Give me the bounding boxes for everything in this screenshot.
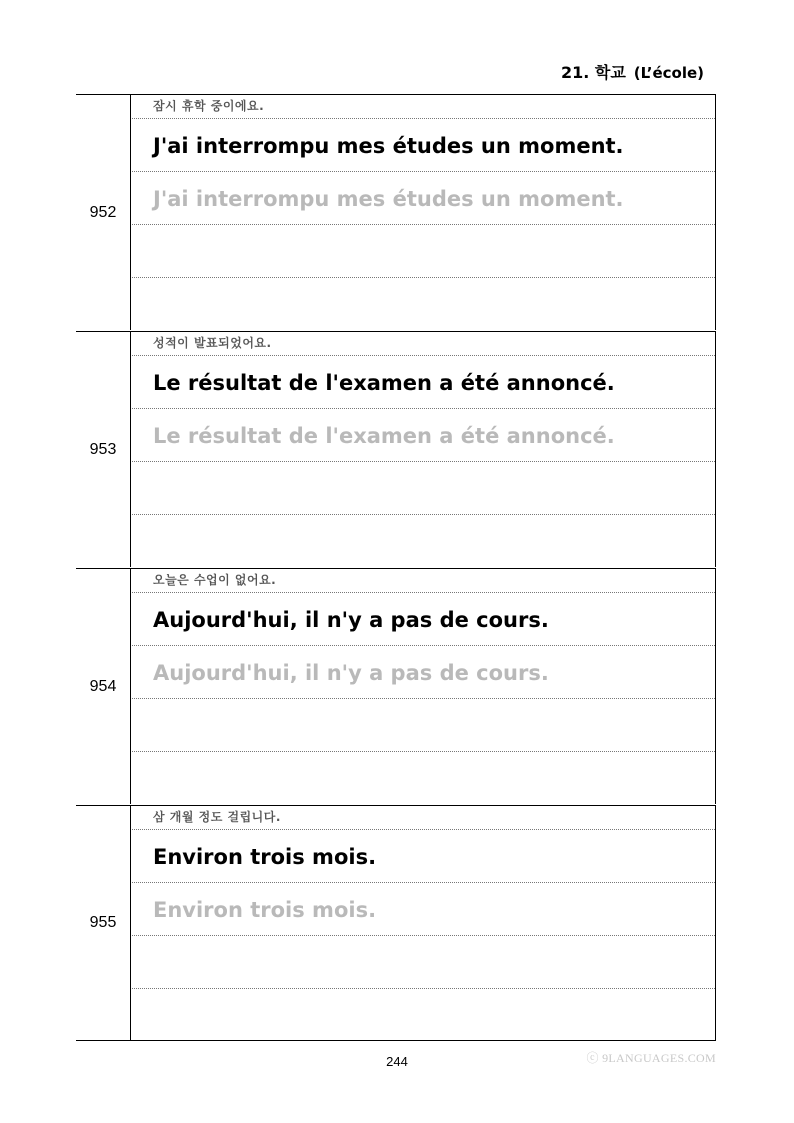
blank-writing-line[interactable] [132, 278, 715, 331]
model-sentence: Aujourd'hui, il n'y a pas de cours. [132, 593, 715, 646]
blank-writing-line[interactable] [132, 752, 715, 805]
model-sentence: J'ai interrompu mes études un moment. [132, 119, 715, 172]
chapter-title: 21. 학교 [560, 63, 626, 82]
model-sentence: Le résultat de l'examen a été annoncé. [132, 356, 715, 409]
writing-lines [132, 95, 716, 330]
korean-prompt: 성적이 발표되었어요. [132, 332, 715, 356]
practice-entry [76, 94, 716, 330]
korean-prompt: 삼 개월 정도 걸립니다. [132, 806, 715, 830]
page-number: 244 [386, 1054, 408, 1069]
model-sentence: Environ trois mois. [132, 830, 715, 883]
trace-sentence: Le résultat de l'examen a été annoncé. [132, 409, 715, 462]
blank-writing-line[interactable] [132, 225, 715, 278]
blank-writing-line[interactable] [132, 515, 715, 568]
entry-number: 955 [76, 806, 131, 1040]
entry-number: 952 [76, 95, 131, 330]
korean-prompt: 잠시 휴학 중이에요. [132, 95, 715, 119]
entry-number: 954 [76, 569, 131, 804]
writing-lines [132, 569, 716, 804]
blank-writing-line[interactable] [132, 989, 715, 1042]
trace-sentence: Environ trois mois. [132, 883, 715, 936]
practice-entry [76, 331, 716, 567]
chapter-header [440, 62, 704, 84]
blank-writing-line[interactable] [132, 936, 715, 989]
chapter-subtitle: (L’école) [633, 64, 704, 82]
writing-lines [132, 332, 716, 567]
copyright-notice: ⓒ 9LANGUAGES.COM [586, 1051, 716, 1065]
practice-entry [76, 805, 716, 1041]
entry-number: 953 [76, 332, 131, 567]
trace-sentence: Aujourd'hui, il n'y a pas de cours. [132, 646, 715, 699]
practice-sheet [76, 94, 716, 1042]
blank-writing-line[interactable] [132, 699, 715, 752]
writing-lines [132, 806, 716, 1040]
korean-prompt: 오늘은 수업이 없어요. [132, 569, 715, 593]
practice-entry [76, 568, 716, 804]
blank-writing-line[interactable] [132, 462, 715, 515]
trace-sentence: J'ai interrompu mes études un moment. [132, 172, 715, 225]
